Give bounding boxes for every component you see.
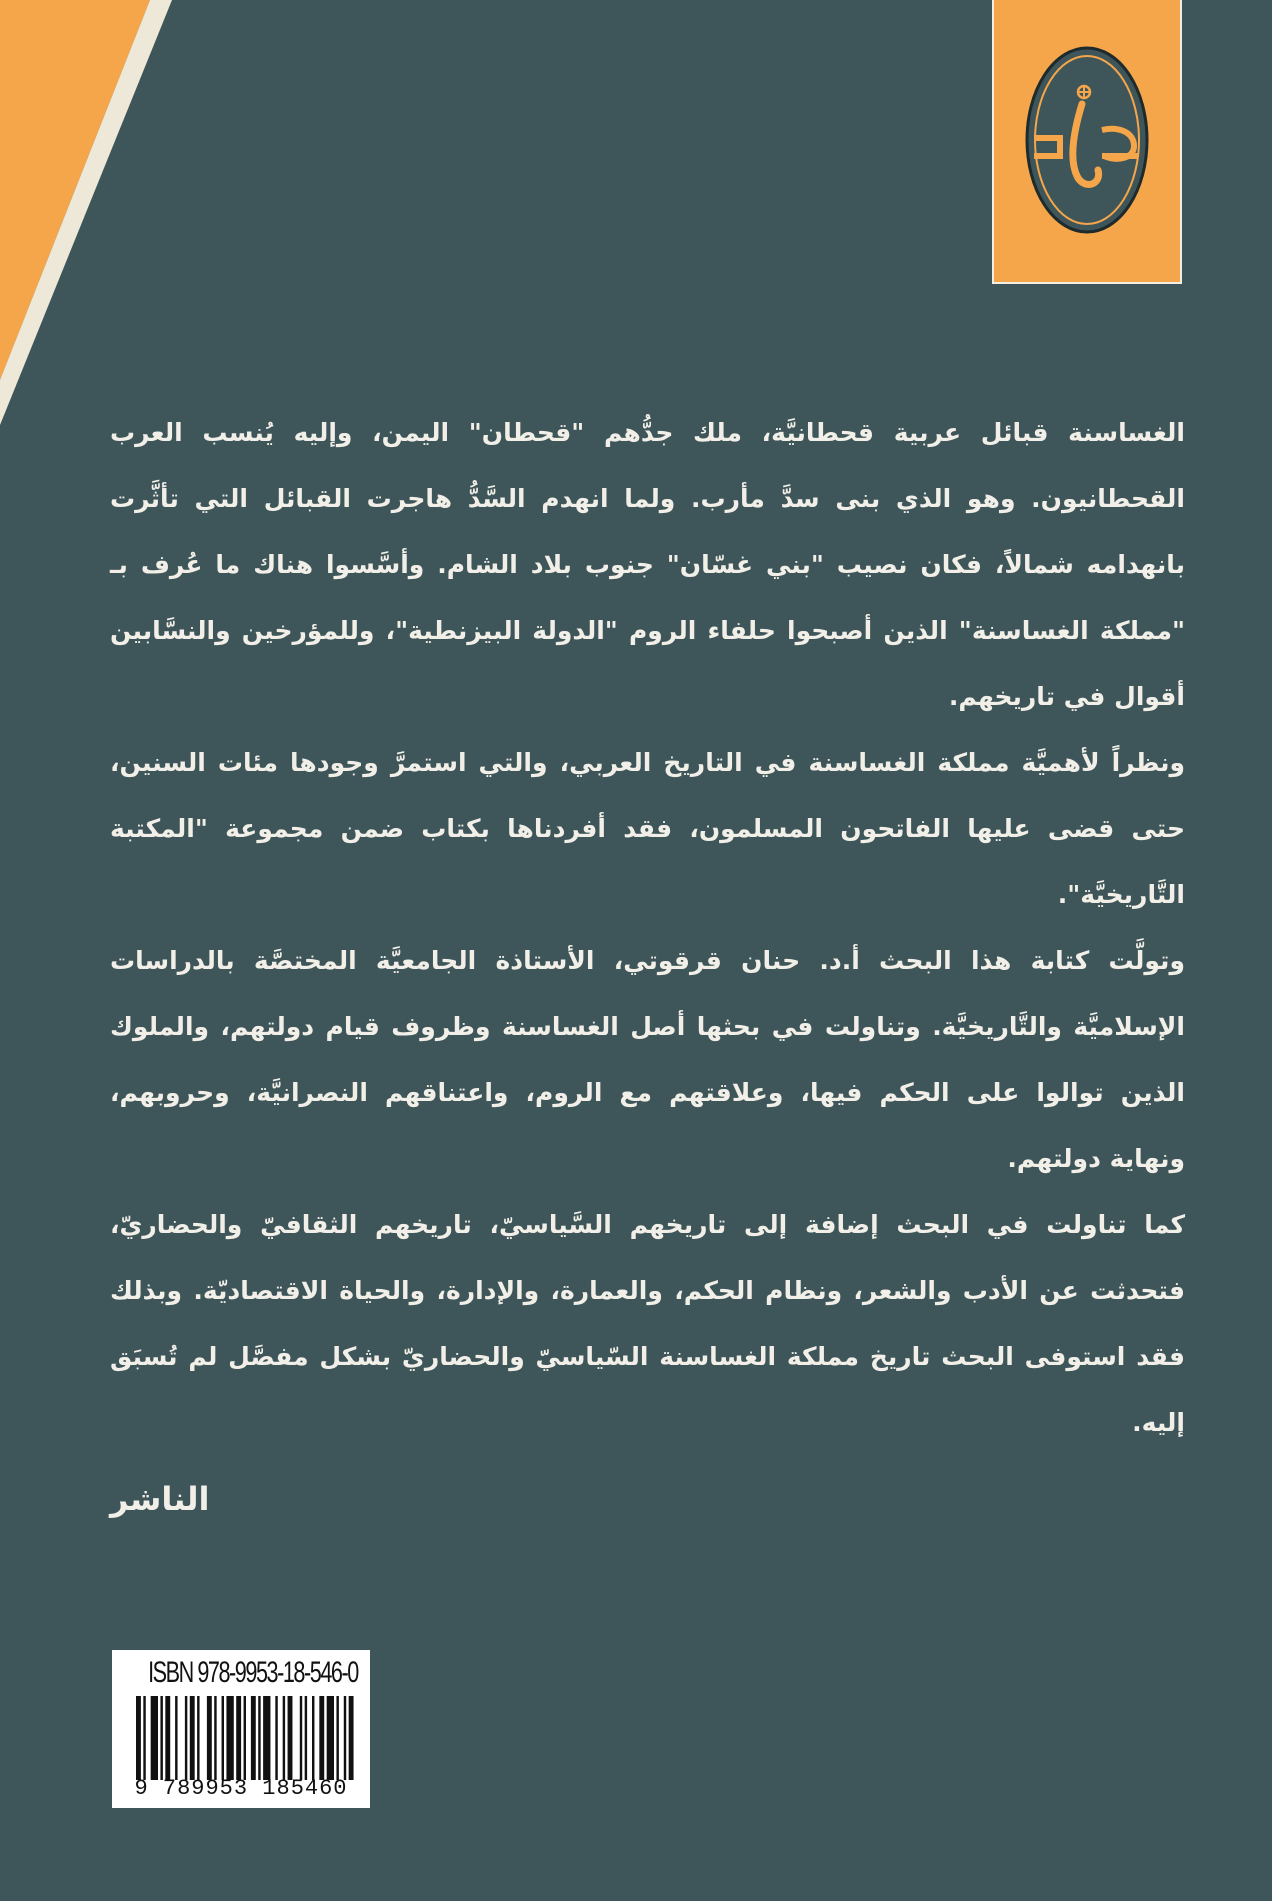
- barcode-bar: [336, 1696, 338, 1780]
- orange-diagonal-stripe: [0, 0, 200, 440]
- barcode-bars: [136, 1696, 356, 1780]
- barcode-bar: [283, 1696, 285, 1780]
- publisher-emblem-icon: [994, 0, 1180, 282]
- barcode-bar: [151, 1696, 158, 1780]
- publisher-signature: الناشر: [110, 1480, 210, 1518]
- barcode-bar: [165, 1696, 170, 1780]
- barcode-bar: [251, 1696, 256, 1780]
- barcode-bar: [288, 1696, 293, 1780]
- barcode-bar: [214, 1696, 216, 1780]
- barcode-bar: [344, 1696, 346, 1780]
- barcode-bar: [222, 1696, 224, 1780]
- barcode-bar: [160, 1696, 162, 1780]
- barcode-bar: [312, 1696, 314, 1780]
- barcode-bar: [207, 1696, 212, 1780]
- barcode-bar: [263, 1696, 270, 1780]
- barcode-bar: [136, 1696, 141, 1780]
- barcode-bar: [319, 1696, 324, 1780]
- back-cover-blurb: [110, 400, 1185, 1456]
- blurb-paragraph: ونظراً لأهميَّة مملكة الغساسنة في التاريخ العربي، والتي استمرَّ وجودها مئات السنين، حتى قضى عليها الفاتحون المسلمون، فقد أفردناها بكتاب ضمن مجموعة "المكتبة التَّاريخيَّة".: [110, 748, 1185, 909]
- barcode-digits: 9 789953 185460: [134, 1776, 348, 1801]
- isbn-barcode: [112, 1650, 370, 1808]
- barcode-bar: [305, 1696, 307, 1780]
- isbn-number: ISBN 978-9953-18-546-0: [148, 1656, 358, 1689]
- barcode-bar: [258, 1696, 260, 1780]
- barcode-bar: [143, 1696, 145, 1780]
- barcode-bar: [226, 1696, 233, 1780]
- barcode-bar: [197, 1696, 199, 1780]
- barcode-bar: [236, 1696, 241, 1780]
- barcode-bar: [244, 1696, 246, 1780]
- publisher-logo-panel: [992, 0, 1182, 284]
- barcode-bar: [190, 1696, 195, 1780]
- barcode-bar: [275, 1696, 277, 1780]
- barcode-bar: [327, 1696, 334, 1780]
- barcode-bar: [175, 1696, 177, 1780]
- barcode-bar: [185, 1696, 187, 1780]
- blurb-paragraph: الغساسنة قبائل عربية قحطانيَّة، ملك جدُّهم "قحطان" اليمن، وإليه يُنسب العرب القحطانيون. وهو الذي بنى سدَّ مأرب. ولما انهدم السَّدُّ هاجرت القبائل التي تأثَّرت بانهدامه شمالاً، فكان نصيب "بني غسّان" جنوب بلاد الشام. وأسَّسوا هناك ما عُرف بـ "مملكة الغساسنة" الذين أصبحوا حلفاء الروم "الدولة البيزنطية"، وللمؤرخين والنسَّابين أقوال في تاريخهم.: [110, 418, 1185, 711]
- blurb-paragraph: كما تناولت في البحث إضافة إلى تاريخهم السَّياسيّ، تاريخهم الثقافيّ والحضاريّ، فتحدثت عن الأدب والشعر، ونظام الحكم، والعمارة، والإدارة، والحياة الاقتصاديّة. وبذلك فقد استوفى البحث تاريخ مملكة الغساسنة السّياسيّ والحضاريّ بشكل مفصَّل لم تُسبَق إليه.: [110, 1210, 1185, 1437]
- barcode-bar: [300, 1696, 302, 1780]
- barcode-bar: [349, 1696, 354, 1780]
- blurb-paragraph: وتولَّت كتابة هذا البحث أ.د. حنان قرقوتي، الأستاذة الجامعيَّة المختصَّة بالدراسات الإسلاميَّة والتَّاريخيَّة. وتناولت في بحثها أصل الغساسنة وظروف قيام دولتهم، والملوك الذين توالوا على الحكم فيها، وعلاقتهم مع الروم، واعتناقهم النصرانيَّة، وحروبهم، ونهاية دولتهم.: [110, 946, 1185, 1173]
